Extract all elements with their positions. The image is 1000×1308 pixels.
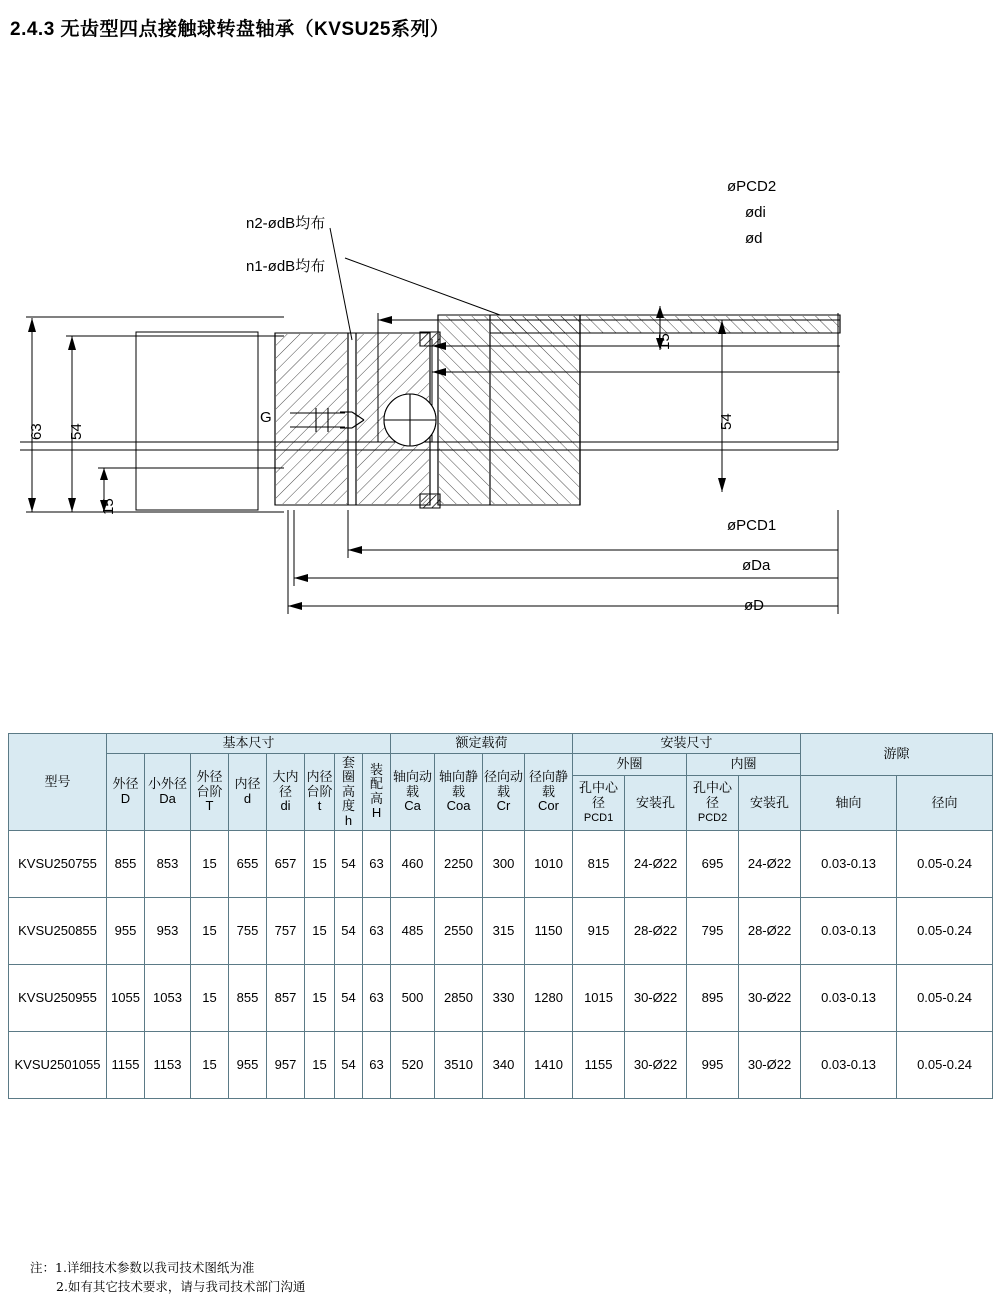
note-line-2: 2.如有其它技术要求，请与我司技术部门沟通 xyxy=(56,1279,306,1295)
cell-D: 955 xyxy=(107,898,145,965)
cell-T: 15 xyxy=(191,965,229,1032)
header-inner-hole: 安装孔 xyxy=(739,775,801,830)
cell-clearance-radial: 0.05-0.24 xyxy=(897,831,993,898)
cell-di: 857 xyxy=(267,965,305,1032)
cell-pcd2: 995 xyxy=(687,1032,739,1099)
cell-pcd2: 795 xyxy=(687,898,739,965)
cell-Cor: 1280 xyxy=(525,965,573,1032)
cell-model: KVSU250855 xyxy=(9,898,107,965)
spec-table-wrap xyxy=(8,733,992,1099)
cell-Cor: 1410 xyxy=(525,1032,573,1099)
header-T: 外径台阶 T xyxy=(191,753,229,831)
cell-Ca: 520 xyxy=(391,1032,435,1099)
cell-Cr: 330 xyxy=(483,965,525,1032)
label-pcd1: øPCD1 xyxy=(727,517,777,534)
cell-Coa: 2850 xyxy=(435,965,483,1032)
cell-H: 63 xyxy=(363,831,391,898)
header-Da: 小外径 Da xyxy=(145,753,191,831)
cell-di: 757 xyxy=(267,898,305,965)
cell-model: KVSU250755 xyxy=(9,831,107,898)
header-D: 外径 D xyxy=(107,753,145,831)
header-clearance: 游隙 xyxy=(801,734,993,776)
table-row xyxy=(9,898,993,965)
table-header-row-1 xyxy=(9,734,993,754)
label-dim-15-left: 15 xyxy=(100,498,117,515)
cell-pcd1: 815 xyxy=(573,831,625,898)
cell-di: 957 xyxy=(267,1032,305,1099)
cell-d: 955 xyxy=(229,1032,267,1099)
header-model: 型号 xyxy=(9,734,107,831)
cell-Da: 953 xyxy=(145,898,191,965)
cell-Ca: 485 xyxy=(391,898,435,965)
cell-D: 1155 xyxy=(107,1032,145,1099)
cell-h: 54 xyxy=(335,965,363,1032)
header-Cor: 径向静载 Cor xyxy=(525,753,573,831)
cell-T: 15 xyxy=(191,1032,229,1099)
cell-h: 54 xyxy=(335,898,363,965)
header-mounting-dims: 安装尺寸 xyxy=(573,734,801,754)
cell-D: 1055 xyxy=(107,965,145,1032)
header-H: 装配高 H xyxy=(363,753,391,831)
header-d: 内径 d xyxy=(229,753,267,831)
cell-di: 657 xyxy=(267,831,305,898)
cell-Coa: 2550 xyxy=(435,898,483,965)
label-n2-dB: n2-ødB均布 xyxy=(246,215,326,232)
cell-Cr: 315 xyxy=(483,898,525,965)
cell-pcd1: 1155 xyxy=(573,1032,625,1099)
drawing-svg xyxy=(0,150,1000,710)
cell-clearance-radial: 0.05-0.24 xyxy=(897,898,993,965)
cell-H: 63 xyxy=(363,965,391,1032)
cell-Da: 1053 xyxy=(145,965,191,1032)
table-row xyxy=(9,1032,993,1099)
cell-d: 755 xyxy=(229,898,267,965)
label-dim-63: 63 xyxy=(28,423,45,440)
header-Ca: 轴向动载 Ca xyxy=(391,753,435,831)
cell-clearance-axial: 0.03-0.13 xyxy=(801,898,897,965)
header-inner-ring: 内圈 xyxy=(687,753,801,775)
label-dim-54-right: 54 xyxy=(718,413,735,430)
cell-model: KVSU250955 xyxy=(9,965,107,1032)
label-pcd2: øPCD2 xyxy=(727,178,777,195)
cell-outer-hole: 30-Ø22 xyxy=(625,965,687,1032)
header-clearance-axial: 轴向 xyxy=(801,775,897,830)
label-n1-dB: n1-ødB均布 xyxy=(246,258,326,275)
header-pcd2: 孔中心径 PCD2 xyxy=(687,775,739,830)
cell-clearance-axial: 0.03-0.13 xyxy=(801,1032,897,1099)
notes xyxy=(30,1258,305,1297)
table-row xyxy=(9,965,993,1032)
header-outer-ring: 外圈 xyxy=(573,753,687,775)
note-line-1: 注：1.详细技术参数以我司技术图纸为准 xyxy=(30,1260,255,1275)
header-outer-hole: 安装孔 xyxy=(625,775,687,830)
cell-T: 15 xyxy=(191,831,229,898)
label-dim-54-left: 54 xyxy=(68,423,85,440)
cell-Cr: 340 xyxy=(483,1032,525,1099)
cell-inner-hole: 28-Ø22 xyxy=(739,898,801,965)
page-title: 2.4.3 无齿型四点接触球转盘轴承（KVSU25系列） xyxy=(10,19,450,40)
cell-t: 15 xyxy=(305,898,335,965)
label-Da: øDa xyxy=(742,557,771,574)
cell-Ca: 500 xyxy=(391,965,435,1032)
header-t: 内径台阶 t xyxy=(305,753,335,831)
cell-inner-hole: 30-Ø22 xyxy=(739,1032,801,1099)
header-load-ratings: 额定载荷 xyxy=(391,734,573,754)
cell-clearance-axial: 0.03-0.13 xyxy=(801,965,897,1032)
header-Cr: 径向动载 Cr xyxy=(483,753,525,831)
cell-outer-hole: 24-Ø22 xyxy=(625,831,687,898)
header-pcd1: 孔中心径 PCD1 xyxy=(573,775,625,830)
header-basic-dims: 基本尺寸 xyxy=(107,734,391,754)
cell-Coa: 2250 xyxy=(435,831,483,898)
cell-clearance-radial: 0.05-0.24 xyxy=(897,965,993,1032)
header-Coa: 轴向静载 Coa xyxy=(435,753,483,831)
cell-d: 655 xyxy=(229,831,267,898)
cell-outer-hole: 28-Ø22 xyxy=(625,898,687,965)
label-dim-15-right: 15 xyxy=(656,333,673,350)
cell-Ca: 460 xyxy=(391,831,435,898)
label-g: G xyxy=(260,409,272,426)
header-di: 大内径 di xyxy=(267,753,305,831)
cell-clearance-radial: 0.05-0.24 xyxy=(897,1032,993,1099)
header-clearance-radial: 径向 xyxy=(897,775,993,830)
cell-Cr: 300 xyxy=(483,831,525,898)
cell-pcd1: 1015 xyxy=(573,965,625,1032)
cell-h: 54 xyxy=(335,1032,363,1099)
table-row xyxy=(9,831,993,898)
header-h: 套圈高度 h xyxy=(335,753,363,831)
cell-outer-hole: 30-Ø22 xyxy=(625,1032,687,1099)
bearing-cross-section-drawing xyxy=(0,150,1000,710)
cell-t: 15 xyxy=(305,965,335,1032)
cell-inner-hole: 24-Ø22 xyxy=(739,831,801,898)
cell-Cor: 1010 xyxy=(525,831,573,898)
cell-t: 15 xyxy=(305,831,335,898)
table-body xyxy=(9,831,993,1099)
cell-Coa: 3510 xyxy=(435,1032,483,1099)
cell-pcd2: 695 xyxy=(687,831,739,898)
cell-pcd1: 915 xyxy=(573,898,625,965)
label-di: ødi xyxy=(745,204,766,221)
cell-Da: 1153 xyxy=(145,1032,191,1099)
cell-t: 15 xyxy=(305,1032,335,1099)
cell-pcd2: 895 xyxy=(687,965,739,1032)
label-D: øD xyxy=(744,597,764,614)
label-d: ød xyxy=(745,230,763,247)
spec-table xyxy=(8,733,993,1099)
cell-Cor: 1150 xyxy=(525,898,573,965)
cell-T: 15 xyxy=(191,898,229,965)
cell-h: 54 xyxy=(335,831,363,898)
cell-model: KVSU2501055 xyxy=(9,1032,107,1099)
cell-clearance-axial: 0.03-0.13 xyxy=(801,831,897,898)
cell-D: 855 xyxy=(107,831,145,898)
cell-d: 855 xyxy=(229,965,267,1032)
cell-H: 63 xyxy=(363,1032,391,1099)
cell-H: 63 xyxy=(363,898,391,965)
cell-inner-hole: 30-Ø22 xyxy=(739,965,801,1032)
cell-Da: 853 xyxy=(145,831,191,898)
